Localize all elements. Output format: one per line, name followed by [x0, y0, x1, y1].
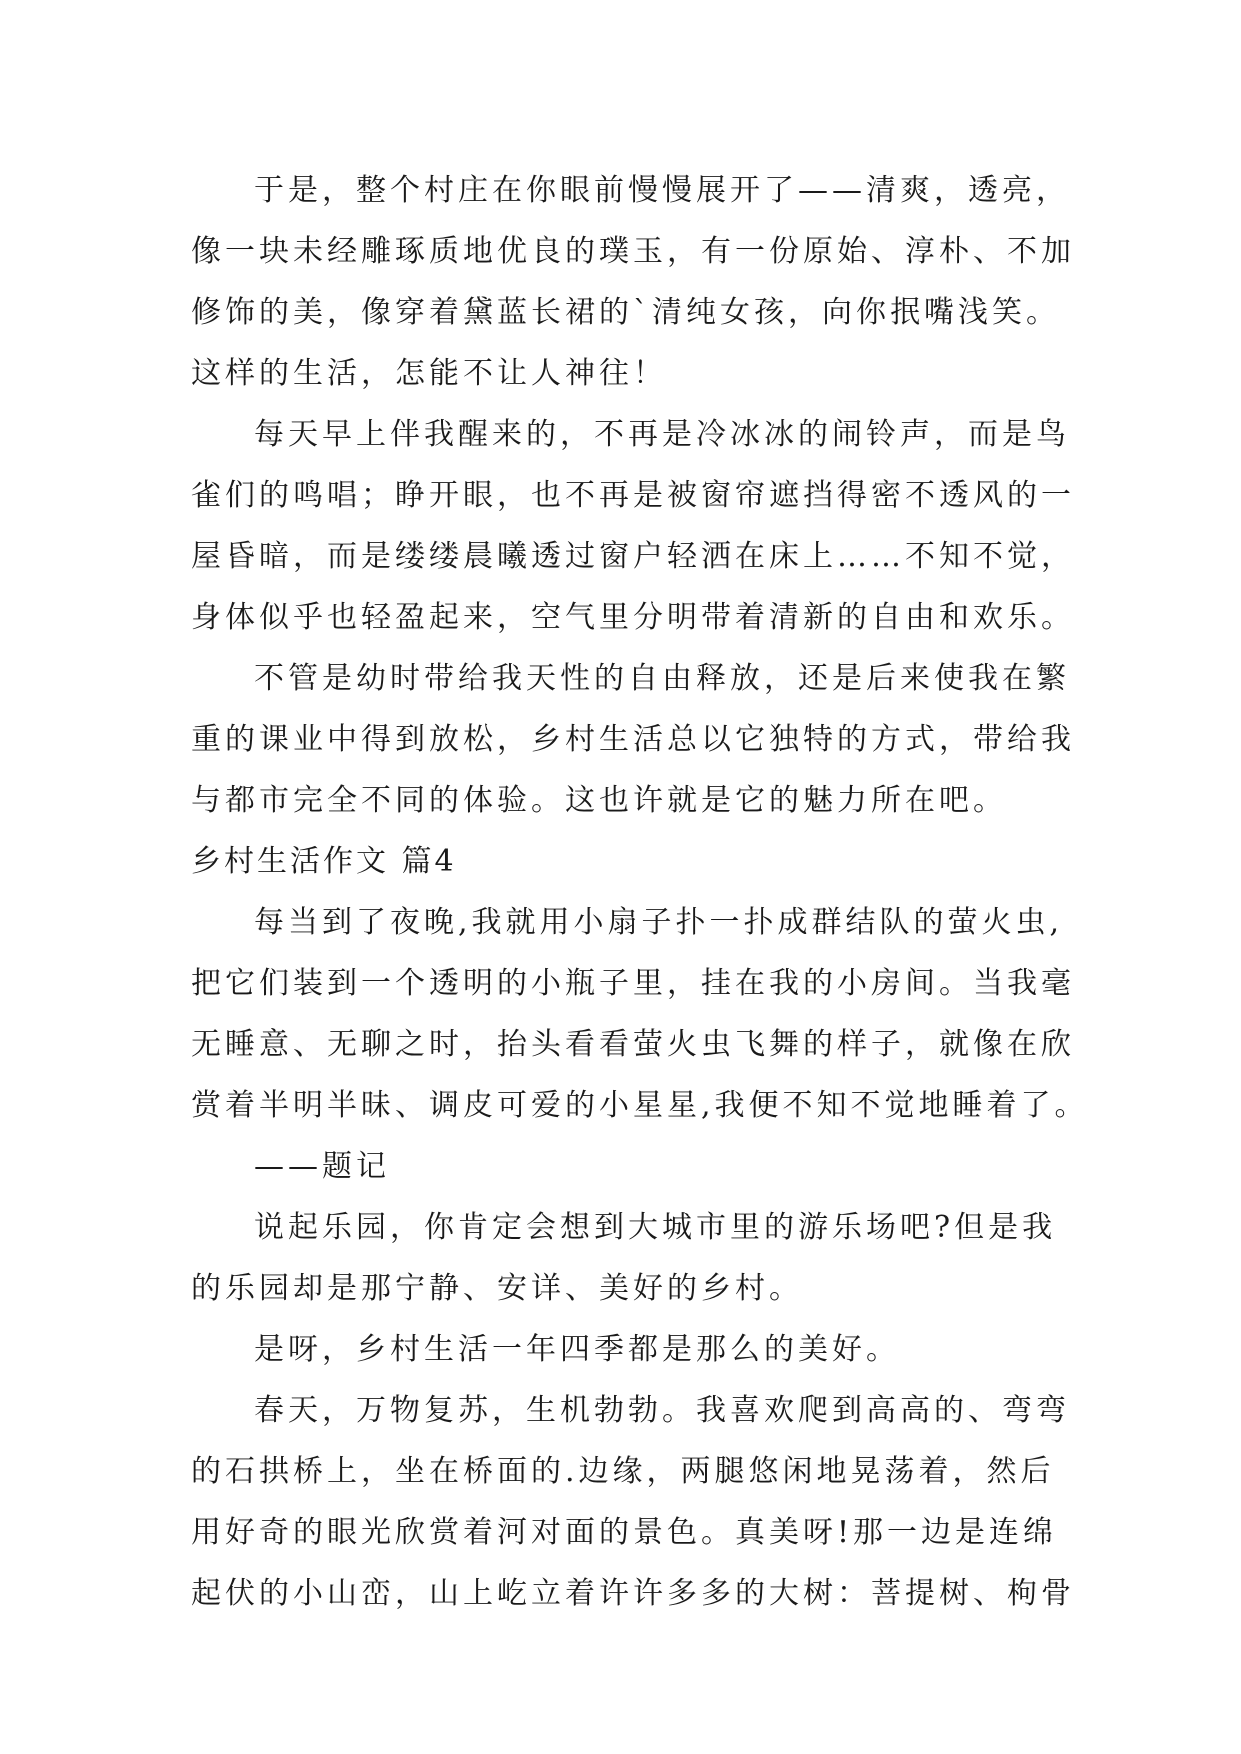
paragraph	[191, 1380, 1075, 1624]
paragraph	[191, 1319, 1051, 1380]
text-line: 把它们装到一个透明的小瓶子里，挂在我的小房间。当我毫	[191, 966, 1075, 1001]
text-line: 与都市完全不同的体验。这也许就是它的魅力所在吧。	[191, 783, 1007, 818]
text-line: 无睡意、无聊之时，抬头看看萤火虫飞舞的样子，就像在欣	[191, 1027, 1075, 1062]
text-line: 每天早上伴我醒来的，不再是冷冰冰的闹铃声，而是鸟	[254, 417, 1070, 452]
text-line: 的乐园却是那宁静、安详、美好的乡村。	[191, 1271, 803, 1306]
text-line: 修饰的美，像穿着黛蓝长裙的`清纯女孩，向你抿嘴浅笑。	[191, 295, 1060, 330]
text-line: 身体似乎也轻盈起来，空气里分明带着清新的自由和欢乐。	[191, 600, 1075, 635]
text-line: 于是，整个村庄在你眼前慢慢展开了——清爽，透亮，	[254, 173, 1070, 208]
text-line: 像一块未经雕琢质地优良的璞玉，有一份原始、淳朴、不加	[191, 234, 1075, 269]
document-body	[191, 160, 1089, 1624]
text-line: 是呀，乡村生活一年四季都是那么的美好。	[254, 1332, 900, 1367]
text-line: 这样的生活，怎能不让人神往！	[191, 356, 667, 391]
text-line: 每当到了夜晚,我就用小扇子扑一扑成群结队的萤火虫,	[254, 905, 1064, 940]
text-line: 起伏的小山峦，山上屹立着许许多多的大树：菩提树、枸骨	[191, 1576, 1075, 1611]
paragraph	[191, 892, 1089, 1136]
text-line: 不管是幼时带给我天性的自由释放，还是后来使我在繁	[254, 661, 1070, 696]
paragraph	[191, 648, 1075, 831]
text-line: 用好奇的眼光欣赏着河对面的景色。真美呀!那一边是连绵	[191, 1515, 1058, 1550]
text-line: 说起乐园，你肯定会想到大城市里的游乐场吧?但是我	[254, 1210, 1057, 1245]
text-line: 屋昏暗，而是缕缕晨曦透过窗户轻洒在床上……不知不觉，	[191, 539, 1075, 574]
text-line: 赏着半明半昧、调皮可爱的小星星,我便不知不觉地睡着了。	[191, 1088, 1089, 1123]
paragraph	[191, 160, 1075, 404]
epigraph-attribution: ——题记	[254, 1149, 390, 1184]
text-line: 春天，万物复苏，生机勃勃。我喜欢爬到高高的、弯弯	[254, 1393, 1070, 1428]
section-heading: 乡村生活作文 篇4	[191, 844, 457, 879]
paragraph	[191, 404, 1075, 648]
text-line: 的石拱桥上，坐在桥面的.边缘，两腿悠闲地晃荡着，然后	[191, 1454, 1055, 1489]
text-line: 重的课业中得到放松，乡村生活总以它独特的方式，带给我	[191, 722, 1075, 757]
paragraph	[191, 1197, 1057, 1319]
text-line: 雀们的鸣唱；睁开眼，也不再是被窗帘遮挡得密不透风的一	[191, 478, 1075, 513]
